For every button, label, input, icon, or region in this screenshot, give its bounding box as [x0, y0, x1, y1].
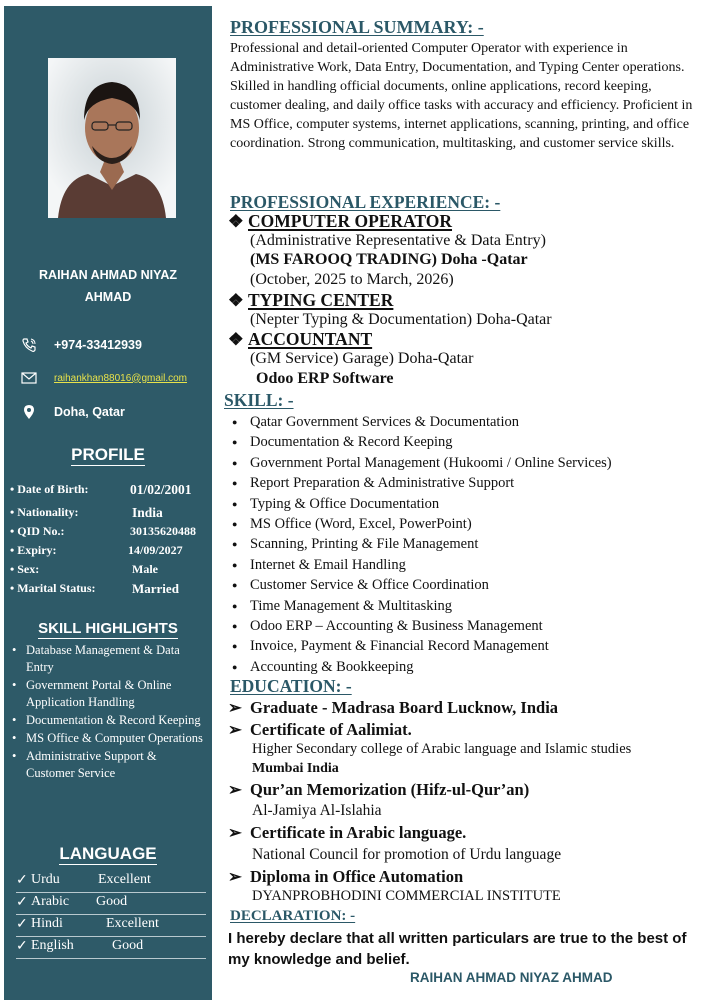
profile-row	[10, 581, 210, 600]
profile-row	[10, 482, 210, 501]
contact-email	[18, 369, 208, 387]
sidebar	[4, 6, 212, 1000]
list-item: ● Qatar Government Services & Documentation	[230, 412, 700, 432]
education-item: ➢ Certificate in Arabic language.	[228, 823, 467, 842]
list-item: ● Odoo ERP – Accounting & Business Management	[230, 616, 700, 636]
profile-row	[10, 543, 210, 562]
education-item: ➢ Graduate - Madrasa Board Lucknow, India	[228, 698, 559, 717]
education-item: ➢ Diploma in Office Automation	[228, 867, 464, 886]
list-item: ● Invoice, Payment & Financial Record Management	[230, 636, 700, 656]
portrait-image	[48, 58, 176, 218]
phone-number: +974-33412939	[54, 338, 142, 352]
list-item: ● Typing & Office Documentation	[230, 494, 700, 514]
list-item: • Government Portal & Online Application Handling	[8, 677, 208, 711]
skill-highlights-heading: SKILL HIGHLIGHTS	[38, 620, 178, 637]
education-institution: Al-Jamiya Al-Islahia	[252, 802, 382, 819]
diamond-bullet-icon: ❖	[228, 290, 244, 310]
profile-photo	[48, 58, 176, 218]
list-item: • Database Management & Data Entry	[8, 642, 208, 676]
email-link[interactable]: raihankhan88016@gmail.com	[54, 372, 188, 384]
education-heading: EDUCATION: -	[230, 676, 352, 696]
language-row	[16, 938, 206, 959]
education-location: Mumbai India	[252, 761, 339, 776]
skills-heading: SKILL: -	[224, 390, 294, 410]
profile-label: • Marital Status:	[10, 581, 96, 595]
profile-row	[10, 524, 210, 543]
diamond-bullet-icon: ❖	[228, 329, 244, 349]
profile-label: • Date of Birth:	[10, 482, 89, 496]
job-detail: (GM Service) Garage) Doha-Qatar	[250, 350, 474, 367]
arrow-bullet-icon: ➢	[228, 720, 242, 739]
language-row	[16, 894, 206, 915]
profile-label: • Sex:	[10, 562, 40, 576]
declaration-heading: DECLARATION: -	[230, 908, 356, 924]
arrow-bullet-icon: ➢	[228, 867, 242, 886]
profile-value: Married	[132, 581, 179, 596]
name-line-1: RAIHAN AHMAD NIYAZ	[39, 268, 177, 282]
list-item: • Documentation & Record Keeping	[8, 712, 208, 729]
list-item: ● MS Office (Word, Excel, PowerPoint)	[230, 514, 700, 534]
checkmark-icon: ✓	[16, 895, 28, 910]
language-name: English	[31, 938, 74, 953]
list-item: • MS Office & Computer Operations	[8, 730, 208, 747]
language-name: Urdu	[31, 872, 60, 887]
profile-value: Male	[132, 562, 158, 576]
summary-text: Professional and detail-oriented Computer Operator with experience in Administrative Work, Data Entry, Documentation, and Typing Center operations. Skilled in handling official documents, online applications, record keeping, customer dealing, and daily office tasks with accuracy and efficiency. Proficient in MS Office, computer systems, internet applications, scanning, printing, and office coordination. Strong communication, multitasking, and customer service skills.	[230, 41, 693, 151]
profile-value: 14/09/2027	[128, 543, 183, 557]
profile-row	[10, 562, 210, 581]
language-name: Hindi	[31, 916, 63, 931]
phone-icon	[18, 336, 40, 354]
profile-label: • Nationality:	[10, 505, 79, 519]
profile-value: 01/02/2001	[130, 482, 192, 497]
summary-heading: PROFESSIONAL SUMMARY: -	[230, 17, 484, 37]
list-item: ● Customer Service & Office Coordination	[230, 575, 700, 595]
arrow-bullet-icon: ➢	[228, 698, 242, 717]
checkmark-icon: ✓	[16, 917, 28, 932]
job-title: ❖ TYPING CENTER	[228, 290, 394, 310]
profile-value: 30135620488	[130, 524, 196, 538]
job-title: ❖ ACCOUNTANT	[228, 329, 373, 349]
profile-value: India	[132, 505, 163, 520]
diamond-bullet-icon: ❖	[228, 211, 244, 231]
arrow-bullet-icon: ➢	[228, 780, 242, 799]
education-item: ➢ Qur’an Memorization (Hifz-ul-Qur’an)	[228, 780, 530, 799]
candidate-name	[4, 264, 212, 308]
declaration-text: I hereby declare that all written particulars are true to the best of my knowledge and belief.	[228, 930, 687, 968]
list-item: • Administrative Support & Customer Service	[8, 748, 208, 782]
list-item: ● Time Management & Multitasking	[230, 596, 700, 616]
mail-icon	[18, 369, 40, 387]
education-item: ➢ Certificate of Aalimiat.	[228, 720, 412, 739]
location-text: Doha, Qatar	[54, 405, 125, 419]
education-institution: DYANPROBHODINI COMMERCIAL INSTITUTE	[252, 888, 561, 904]
profile-label: • Expiry:	[10, 543, 57, 557]
education-institution: Higher Secondary college of Arabic language and Islamic studies	[252, 741, 632, 757]
list-item: ● Internet & Email Handling	[230, 555, 700, 575]
language-heading: LANGUAGE	[59, 844, 157, 863]
list-item: ● Scanning, Printing & File Management	[230, 534, 700, 554]
skill-highlights-list	[8, 642, 208, 783]
language-level: Good	[96, 894, 128, 909]
language-row	[16, 872, 206, 893]
language-level: Good	[112, 938, 144, 953]
profile-row	[10, 505, 210, 524]
language-level: Excellent	[106, 916, 159, 931]
location-pin-icon	[18, 403, 40, 421]
arrow-bullet-icon: ➢	[228, 823, 242, 842]
list-item: ● Report Preparation & Administrative Support	[230, 473, 700, 493]
checkmark-icon: ✓	[16, 939, 28, 954]
job-title: ❖ COMPUTER OPERATOR	[228, 211, 453, 231]
checkmark-icon: ✓	[16, 873, 28, 888]
job-dates: (October, 2025 to March, 2026)	[250, 271, 454, 288]
education-institution: National Council for promotion of Urdu language	[252, 846, 562, 863]
list-item: ● Government Portal Management (Hukoomi / Online Services)	[230, 453, 700, 473]
list-item: ● Accounting & Bookkeeping	[230, 657, 700, 677]
name-line-2: AHMAD	[84, 290, 132, 304]
job-detail: (Administrative Representative & Data Entry)	[250, 232, 546, 249]
language-level: Excellent	[98, 872, 151, 887]
language-row	[16, 916, 206, 937]
job-detail: (Nepter Typing & Documentation) Doha-Qatar	[250, 311, 552, 328]
profile-label: • QID No.:	[10, 524, 65, 538]
job-software: Odoo ERP Software	[256, 370, 394, 387]
contact-location	[18, 403, 208, 421]
profile-heading: PROFILE	[71, 445, 145, 464]
job-company: (MS FAROOQ TRADING) Doha -Qatar	[250, 251, 528, 268]
contact-phone	[18, 336, 208, 354]
experience-heading: PROFESSIONAL EXPERIENCE: -	[230, 192, 501, 212]
list-item: ● Documentation & Record Keeping	[230, 432, 700, 452]
signature-name: RAIHAN AHMAD NIYAZ AHMAD	[410, 970, 613, 985]
language-name: Arabic	[31, 894, 70, 909]
skills-list	[230, 412, 700, 677]
